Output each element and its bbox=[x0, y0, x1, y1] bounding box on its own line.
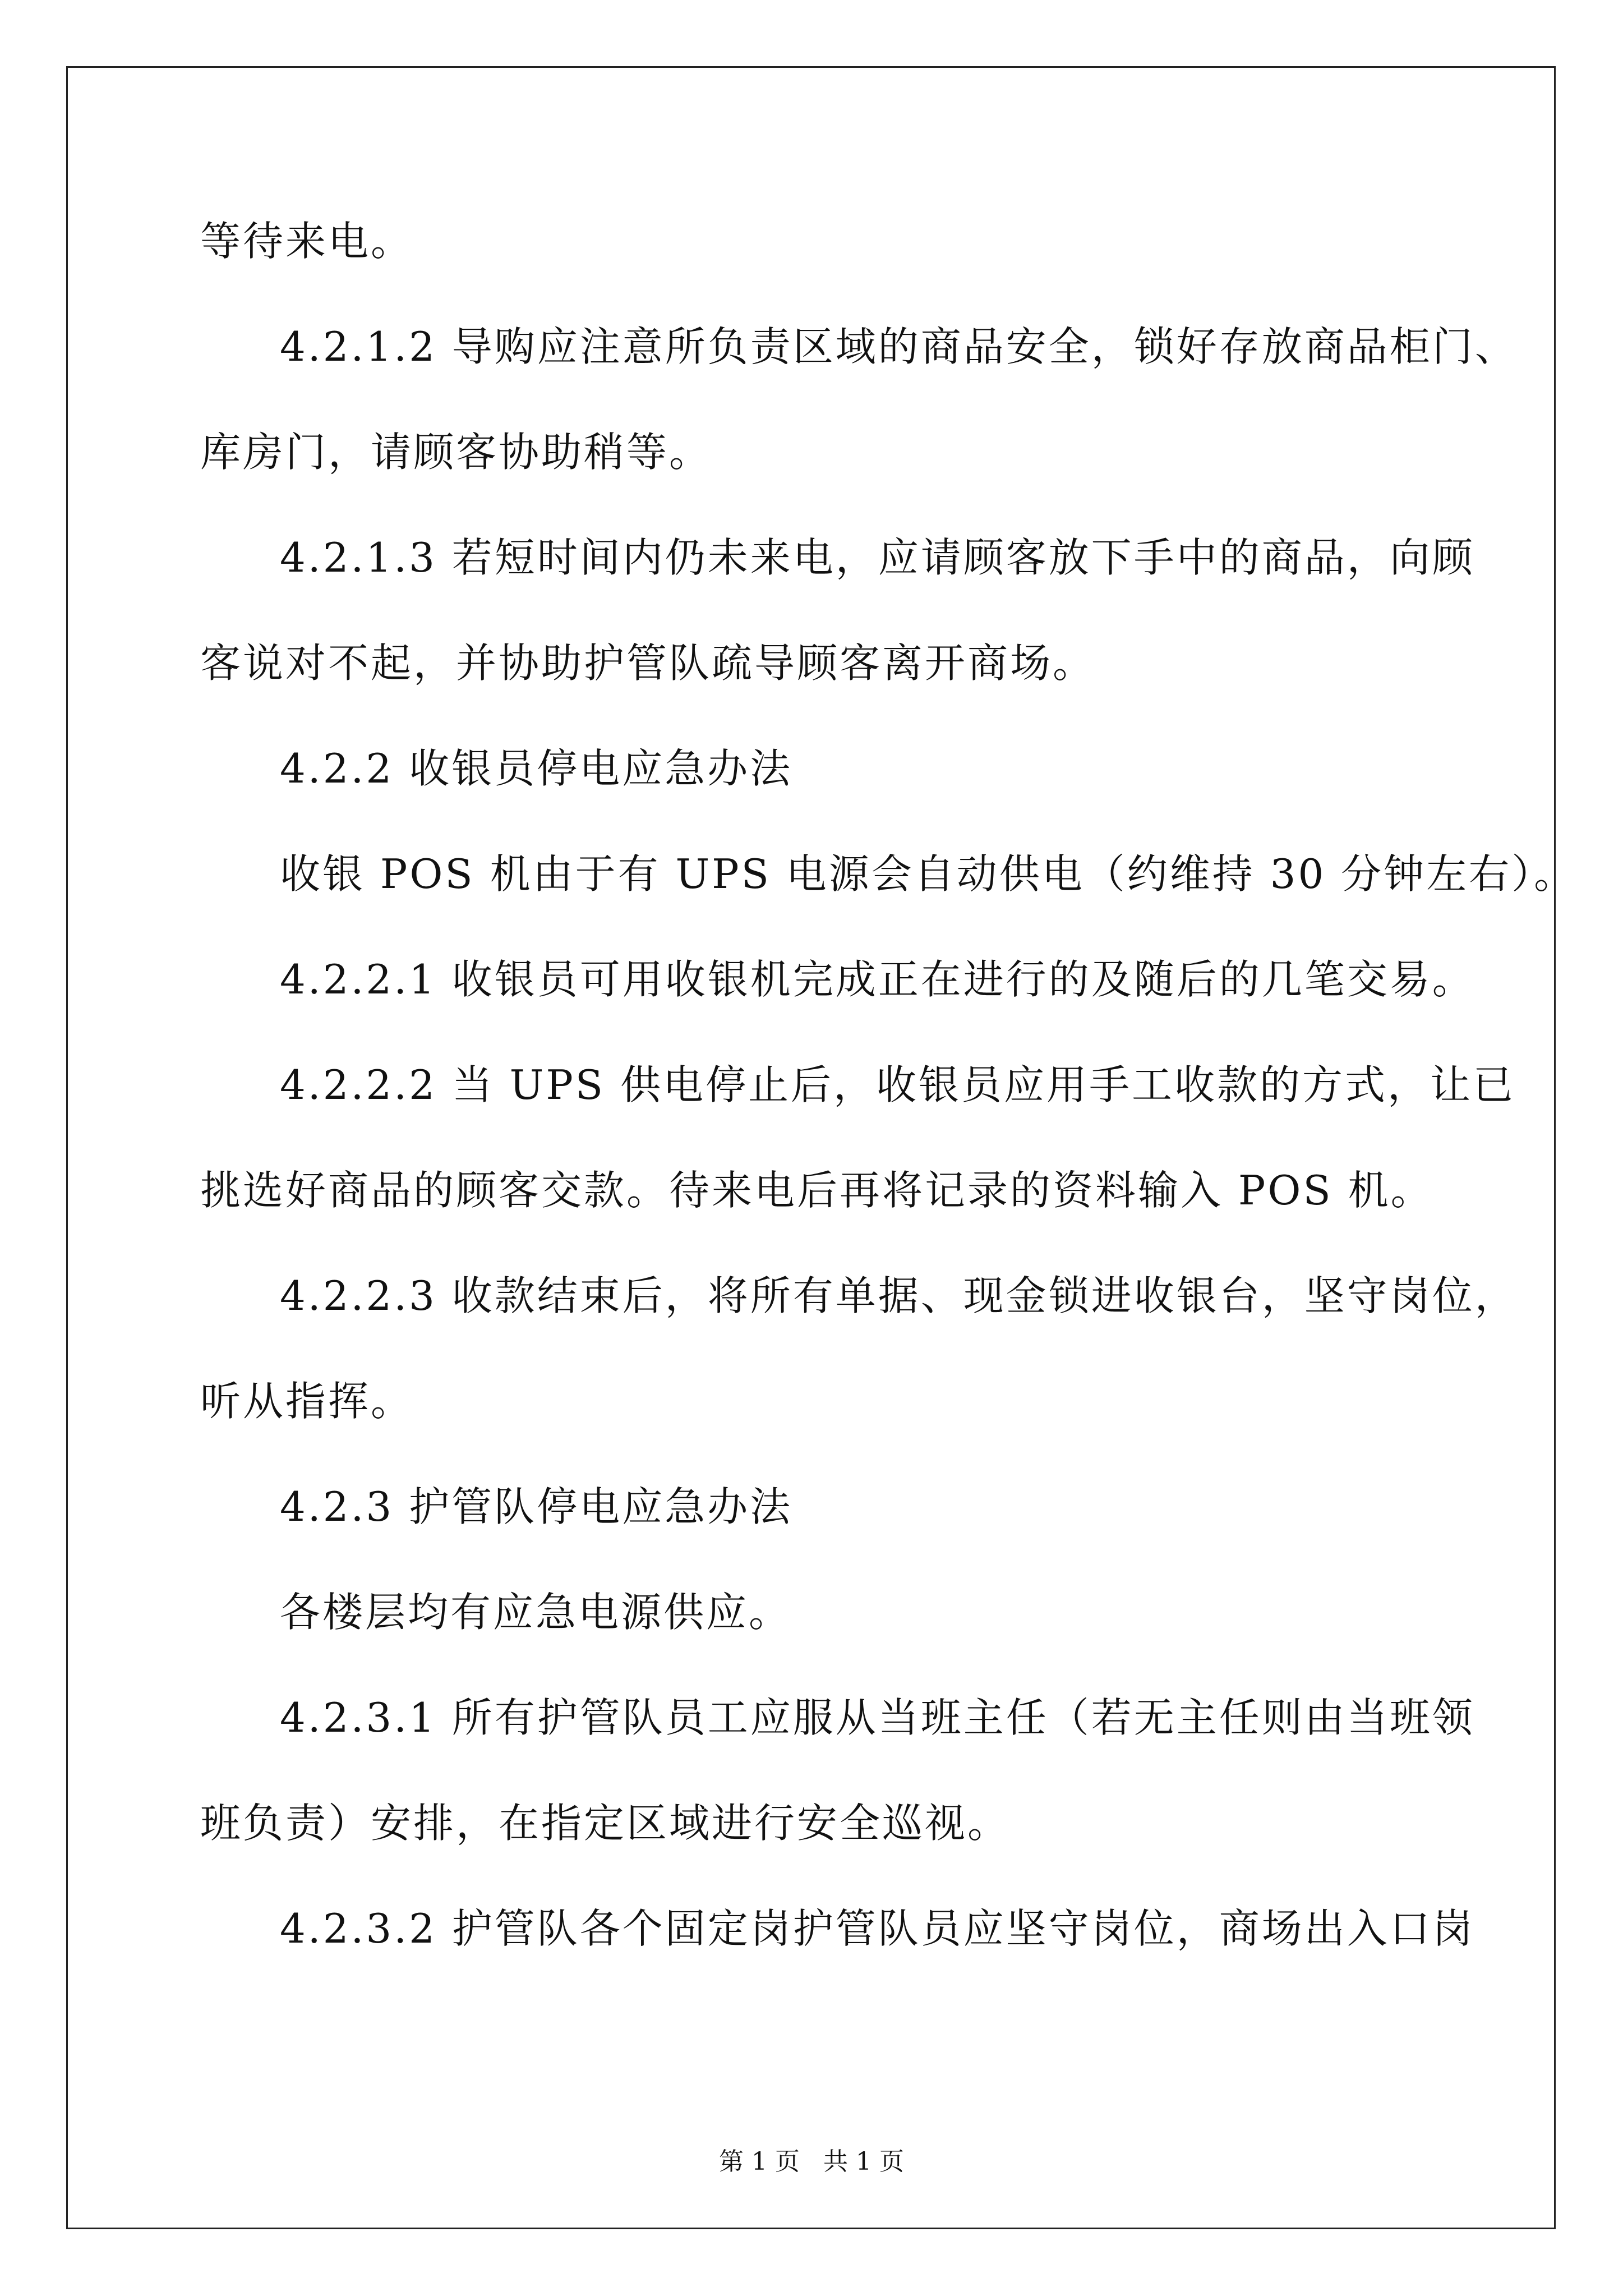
text-line: 4.2.1.2 导购应注意所负责区域的商品安全，锁好存放商品柜门、 bbox=[280, 323, 1518, 370]
section-heading: 4.2.3 护管队停电应急办法 bbox=[280, 1483, 793, 1530]
text-line: 4.2.2.3 收款结束后，将所有单据、现金锁进收银台，坚守岗位， bbox=[280, 1272, 1518, 1319]
text-line: 4.2.1.3 若短时间内仍未来电，应请顾客放下手中的商品，向顾 bbox=[280, 534, 1475, 581]
text-line: 4.2.3.2 护管队各个固定岗护管队员应坚守岗位，商场出入口岗 bbox=[280, 1905, 1475, 1952]
page-footer: 第 1 页 共 1 页 bbox=[719, 2147, 904, 2176]
text-line: 4.2.2.1 收银员可用收银机完成正在进行的及随后的几笔交易。 bbox=[280, 956, 1475, 1003]
text-line: 客说对不起，并协助护管队疏导顾客离开商场。 bbox=[200, 639, 1096, 687]
text-line: 听从指挥。 bbox=[200, 1378, 414, 1425]
text-line: 等待来电。 bbox=[200, 218, 414, 265]
text-line: 4.2.3.1 所有护管队员工应服从当班主任（若无主任则由当班领 bbox=[280, 1694, 1475, 1741]
text-line: 班负责）安排，在指定区域进行安全巡视。 bbox=[200, 1800, 1011, 1847]
text-line: 4.2.2.2 当 UPS 供电停止后，收银员应用手工收款的方式，让已 bbox=[280, 1061, 1516, 1108]
text-line: 收银 POS 机由于有 UPS 电源会自动供电（约维持 30 分钟左右）。 bbox=[280, 850, 1577, 898]
text-line: 各楼层均有应急电源供应。 bbox=[280, 1589, 792, 1636]
text-line: 挑选好商品的顾客交款。待来电后再将记录的资料输入 POS 机。 bbox=[200, 1167, 1433, 1214]
section-heading: 4.2.2 收银员停电应急办法 bbox=[280, 745, 793, 792]
text-line: 库房门，请顾客协助稍等。 bbox=[200, 429, 712, 476]
